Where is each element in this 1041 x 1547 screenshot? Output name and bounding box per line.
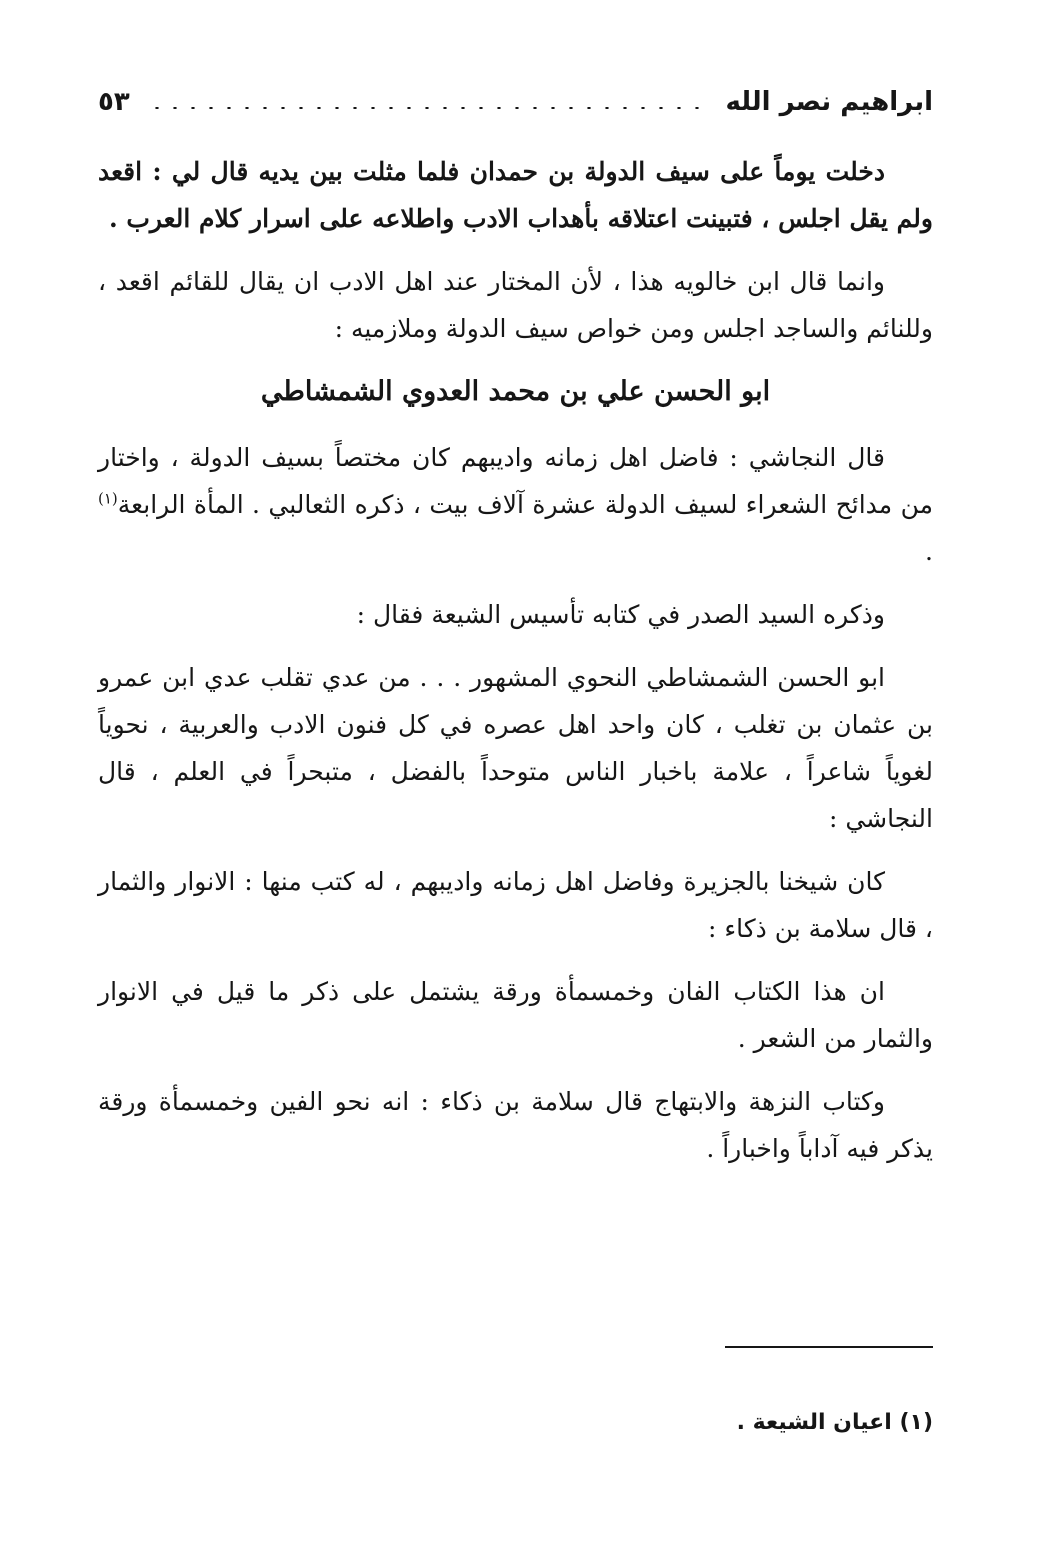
- paragraph-7: ان هذا الكتاب الفان وخمسمأة ورقة يشتمل على ذكر ما قيل في الانوار والثمار من الشعر .: [98, 977, 933, 1053]
- paragraph-5: ابو الحسن الشمشاطي النحوي المشهور . . . من عدي تقلب عدي ابن عمرو بن عثمان بن تغلب ، كان واحد اهل عصره في كل فنون الادب والعربية ، نحوياً لغوياً شاعراً ، علامة باخبار الناس متوحداً بالفضل ، متبحراً في العلم ، قال النجاشي :: [98, 663, 933, 833]
- paragraph-3-end: .: [925, 537, 933, 566]
- paragraph-3-text: قال النجاشي : فاضل اهل زمانه واديبهم كان مختصاً بسيف الدولة ، واختار من مدائح الشعراء لسيف الدولة عشرة آلاف بيت ، ذكره الثعالبي . المأة الرابعة: [98, 443, 933, 519]
- paragraph-3: [98, 434, 933, 575]
- footnote-separator: [725, 1346, 933, 1348]
- body-text: [98, 148, 933, 1188]
- paragraph-2: وانما قال ابن خالويه هذا ، لأن المختار عند اهل الادب ان يقال للقائم اقعد ، وللنائم والساجد اجلس ومن خواص سيف الدولة وملازميه :: [98, 267, 933, 343]
- running-header: [98, 78, 933, 126]
- footnote-marker: (١): [899, 1410, 933, 1435]
- section-heading: ابو الحسن علي بن محمد العدوي الشمشاطي: [260, 376, 771, 407]
- page-number: ٥٣: [98, 87, 130, 117]
- paragraph-4: وذكره السيد الصدر في كتابه تأسيس الشيعة فقال :: [356, 600, 885, 629]
- book-page: [98, 78, 933, 1518]
- paragraph-1: دخلت يوماً على سيف الدولة بن حمدان فلما مثلت بين يديه قال لي : اقعد ولم يقل اجلس ، فتبينت اعتلاقه بأهداب الادب واطلاعه على اسرار كلام العرب .: [98, 157, 933, 233]
- paragraph-8: وكتاب النزهة والابتهاج قال سلامة بن ذكاء : انه نحو الفين وخمسمأة ورقة يذكر فيه آداباً واخباراً .: [98, 1087, 933, 1163]
- paragraph-6: كان شيخنا بالجزيرة وفاضل اهل زمانه واديبهم ، له كتب منها : الانوار والثمار ، قال سلامة بن ذكاء :: [98, 867, 933, 943]
- running-title: ابراهيم نصر الله: [725, 87, 933, 117]
- leader-dots: [148, 107, 708, 109]
- footnote-text: اعيان الشيعة .: [736, 1410, 892, 1435]
- footnote: [737, 1410, 933, 1435]
- footnote-reference: (١): [98, 489, 118, 508]
